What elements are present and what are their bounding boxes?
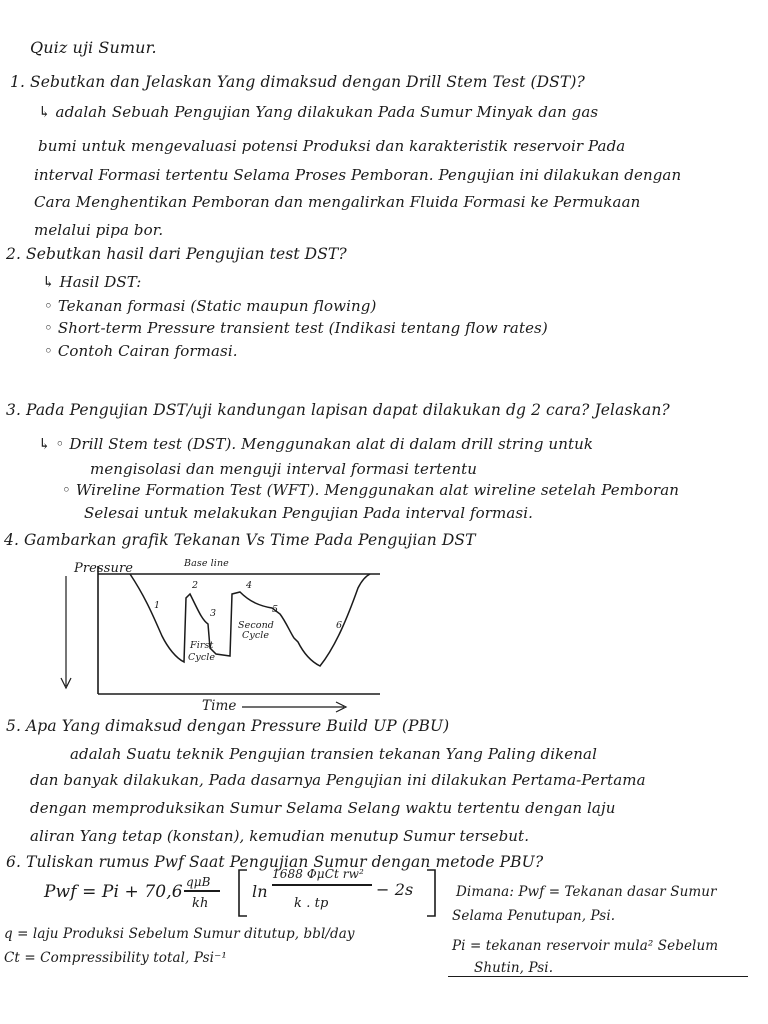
q3-answer-line: ◦ Wireline Formation Test (WFT). Menggunakan alat wireline setelah Pemboran	[62, 481, 679, 499]
q2-question: 2. Sebutkan hasil dari Pengujian test DST?	[6, 245, 347, 263]
formula-ln-bar	[272, 884, 372, 886]
where-line: Pi = tekanan reservoir mula² Sebelum	[452, 938, 719, 954]
point-5-label: 5	[272, 604, 279, 615]
second-cycle-label-2: Cycle	[242, 630, 270, 641]
q5-answer-line: dan banyak dilakukan, Pada dasarnya Pengujian ini dilakukan Pertama-Pertama	[30, 771, 646, 789]
point-2-label: 2	[192, 580, 199, 591]
q1-answer-line: melalui pipa bor.	[34, 221, 164, 239]
point-1-label: 1	[154, 600, 161, 611]
first-cycle-label-2: Cycle	[188, 652, 216, 663]
q3-question: 3. Pada Pengujian DST/uji kandungan lapisan dapat dilakukan dg 2 cara? Jelaskan?	[6, 401, 670, 419]
q1-question: 1. Sebutkan dan Jelaskan Yang dimaksud dengan Drill Stem Test (DST)?	[10, 73, 585, 91]
formula-ln: ln	[252, 882, 268, 901]
q6-question: 6. Tuliskan rumus Pwf Saat Pengujian Sumur dengan metode PBU?	[6, 853, 544, 871]
q5-question: 5. Apa Yang dimaksud dengan Pressure Build UP (PBU)	[6, 717, 450, 735]
formula-frac-num: qμB	[186, 875, 211, 889]
point-4-label: 4	[246, 580, 253, 591]
where-line: Dimana: Pwf = Tekanan dasar Sumur	[456, 884, 717, 900]
formula-frac-bar	[184, 890, 220, 892]
pressure-time-graph	[50, 558, 590, 718]
q5-answer-line: aliran Yang tetap (konstan), kemudian menutup Sumur tersebut.	[30, 827, 530, 845]
q3-answer-line: ↳ ◦ Drill Stem test (DST). Menggunakan alat di dalam drill string untuk	[38, 435, 594, 453]
q1-answer-line: Cara Menghentikan Pemboran dan mengalirkan Fluida Formasi ke Permukaan	[34, 193, 641, 211]
x-axis-label: Time	[202, 698, 237, 714]
q5-answer-line: dengan memproduksikan Sumur Selama Selang waktu tertentu dengan laju	[30, 799, 616, 817]
time-arrow	[240, 700, 350, 714]
q1-answer-line: bumi untuk mengevaluasi potensi Produksi dan karakteristik reservoir Pada	[38, 137, 626, 155]
formula-frac-den: kh	[192, 896, 209, 911]
y-axis-label: Pressure	[74, 561, 134, 576]
formula-tail: − 2s	[376, 880, 414, 899]
q2-answer-head: ↳ Hasil DST:	[42, 273, 142, 291]
where-line: Selama Penutupan, Psi.	[452, 908, 616, 924]
definition-q: q = laju Produksi Sebelum Sumur ditutup, bbl/day	[4, 926, 355, 942]
point-6-label: 6	[336, 620, 343, 631]
q3-answer-line: mengisolasi dan menguji interval formasi tertentu	[90, 460, 478, 478]
point-3-label: 3	[210, 608, 217, 619]
q2-bullet: ◦ Short-term Pressure transient test (Indikasi tentang flow rates)	[44, 319, 548, 337]
q4-question: 4. Gambarkan grafik Tekanan Vs Time Pada Pengujian DST	[4, 531, 476, 549]
formula-ln-num: 1688 ΦμCt rw²	[272, 867, 364, 881]
definition-ct: Ct = Compressibility total, Psi⁻¹	[4, 950, 227, 966]
q1-answer-line: interval Formasi tertentu Selama Proses Pemboran. Pengujian ini dilakukan dengan	[34, 166, 682, 184]
q5-answer-line: adalah Suatu teknik Pengujian transien tekanan Yang Paling dikenal	[70, 745, 597, 763]
right-bracket	[424, 868, 438, 918]
formula-lhs: Pwf = Pi + 70,6	[44, 882, 183, 902]
second-cycle-label-1: Second	[238, 620, 274, 631]
base-line-label: Base line	[184, 558, 229, 569]
left-bracket	[236, 868, 250, 918]
q1-answer-line: ↳ adalah Sebuah Pengujian Yang dilakukan Pada Sumur Minyak dan gas	[38, 103, 599, 121]
q2-bullet: ◦ Contoh Cairan formasi.	[44, 342, 238, 360]
q2-bullet: ◦ Tekanan formasi (Static maupun flowing)	[44, 297, 377, 315]
quiz-title: Quiz uji Sumur.	[30, 38, 157, 57]
first-cycle-label-1: First	[190, 640, 214, 651]
q3-answer-line: Selesai untuk melakukan Pengujian Pada interval formasi.	[84, 504, 533, 522]
pressure-time-sketch	[50, 558, 590, 718]
where-line: Shutin, Psi.	[474, 960, 554, 976]
formula-ln-den: k . tp	[294, 896, 329, 911]
underline-rule	[448, 976, 748, 977]
